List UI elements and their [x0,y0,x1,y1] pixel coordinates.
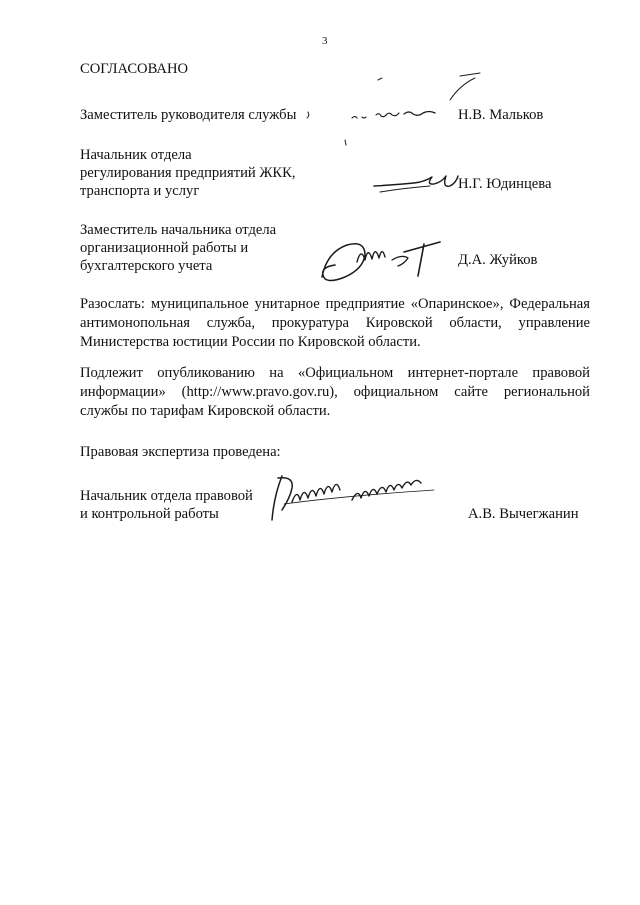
signatory-1-name: Н.В. Мальков [458,107,544,123]
approval-heading: СОГЛАСОВАНО [80,61,189,77]
publication-paragraph: Подлежит опубликованию на «Официальном интернет-портале правовой информации» (http://www.pravo.gov.ru), официальном сайте региональной службы по тарифам Кировской области. [80,365,590,419]
distribution-paragraph: Разослать: муниципальное унитарное предприятие «Опаринское», Федеральная антимонопольная служба, прокуратура Кировской области, управление Министерства юстиции России по Кировской области. [80,296,590,350]
signatory-2-name: Н.Г. Юдинцева [458,176,552,192]
signatory-2-position-line-3: транспорта и услуг [80,183,200,199]
legal-signatory-name: А.В. Вычегжанин [468,506,579,522]
signatory-3-position-line-3: бухгалтерского учета [80,258,213,274]
legal-review-note: Правовая экспертиза проведена: [80,444,281,460]
legal-signatory-position-line-1: Начальник отдела правовой [80,488,253,504]
signatory-2-position-line-2: регулирования предприятий ЖКК, [80,165,296,181]
signatory-3-position-line-1: Заместитель начальника отдела [80,222,277,238]
signatory-1-position: Заместитель руководителя службы [80,107,297,123]
page-number: 3 [322,35,328,47]
signature-2-image [370,162,465,202]
signature-4-image [264,468,444,528]
signatory-3-position-line-2: организационной работы и [80,240,249,256]
signatory-3-name: Д.А. Жуйков [458,252,538,268]
signature-3-image [312,232,462,284]
signatory-2-position-line-1: Начальник отдела [80,147,192,163]
legal-signatory-position-line-2: и контрольной работы [80,506,219,522]
